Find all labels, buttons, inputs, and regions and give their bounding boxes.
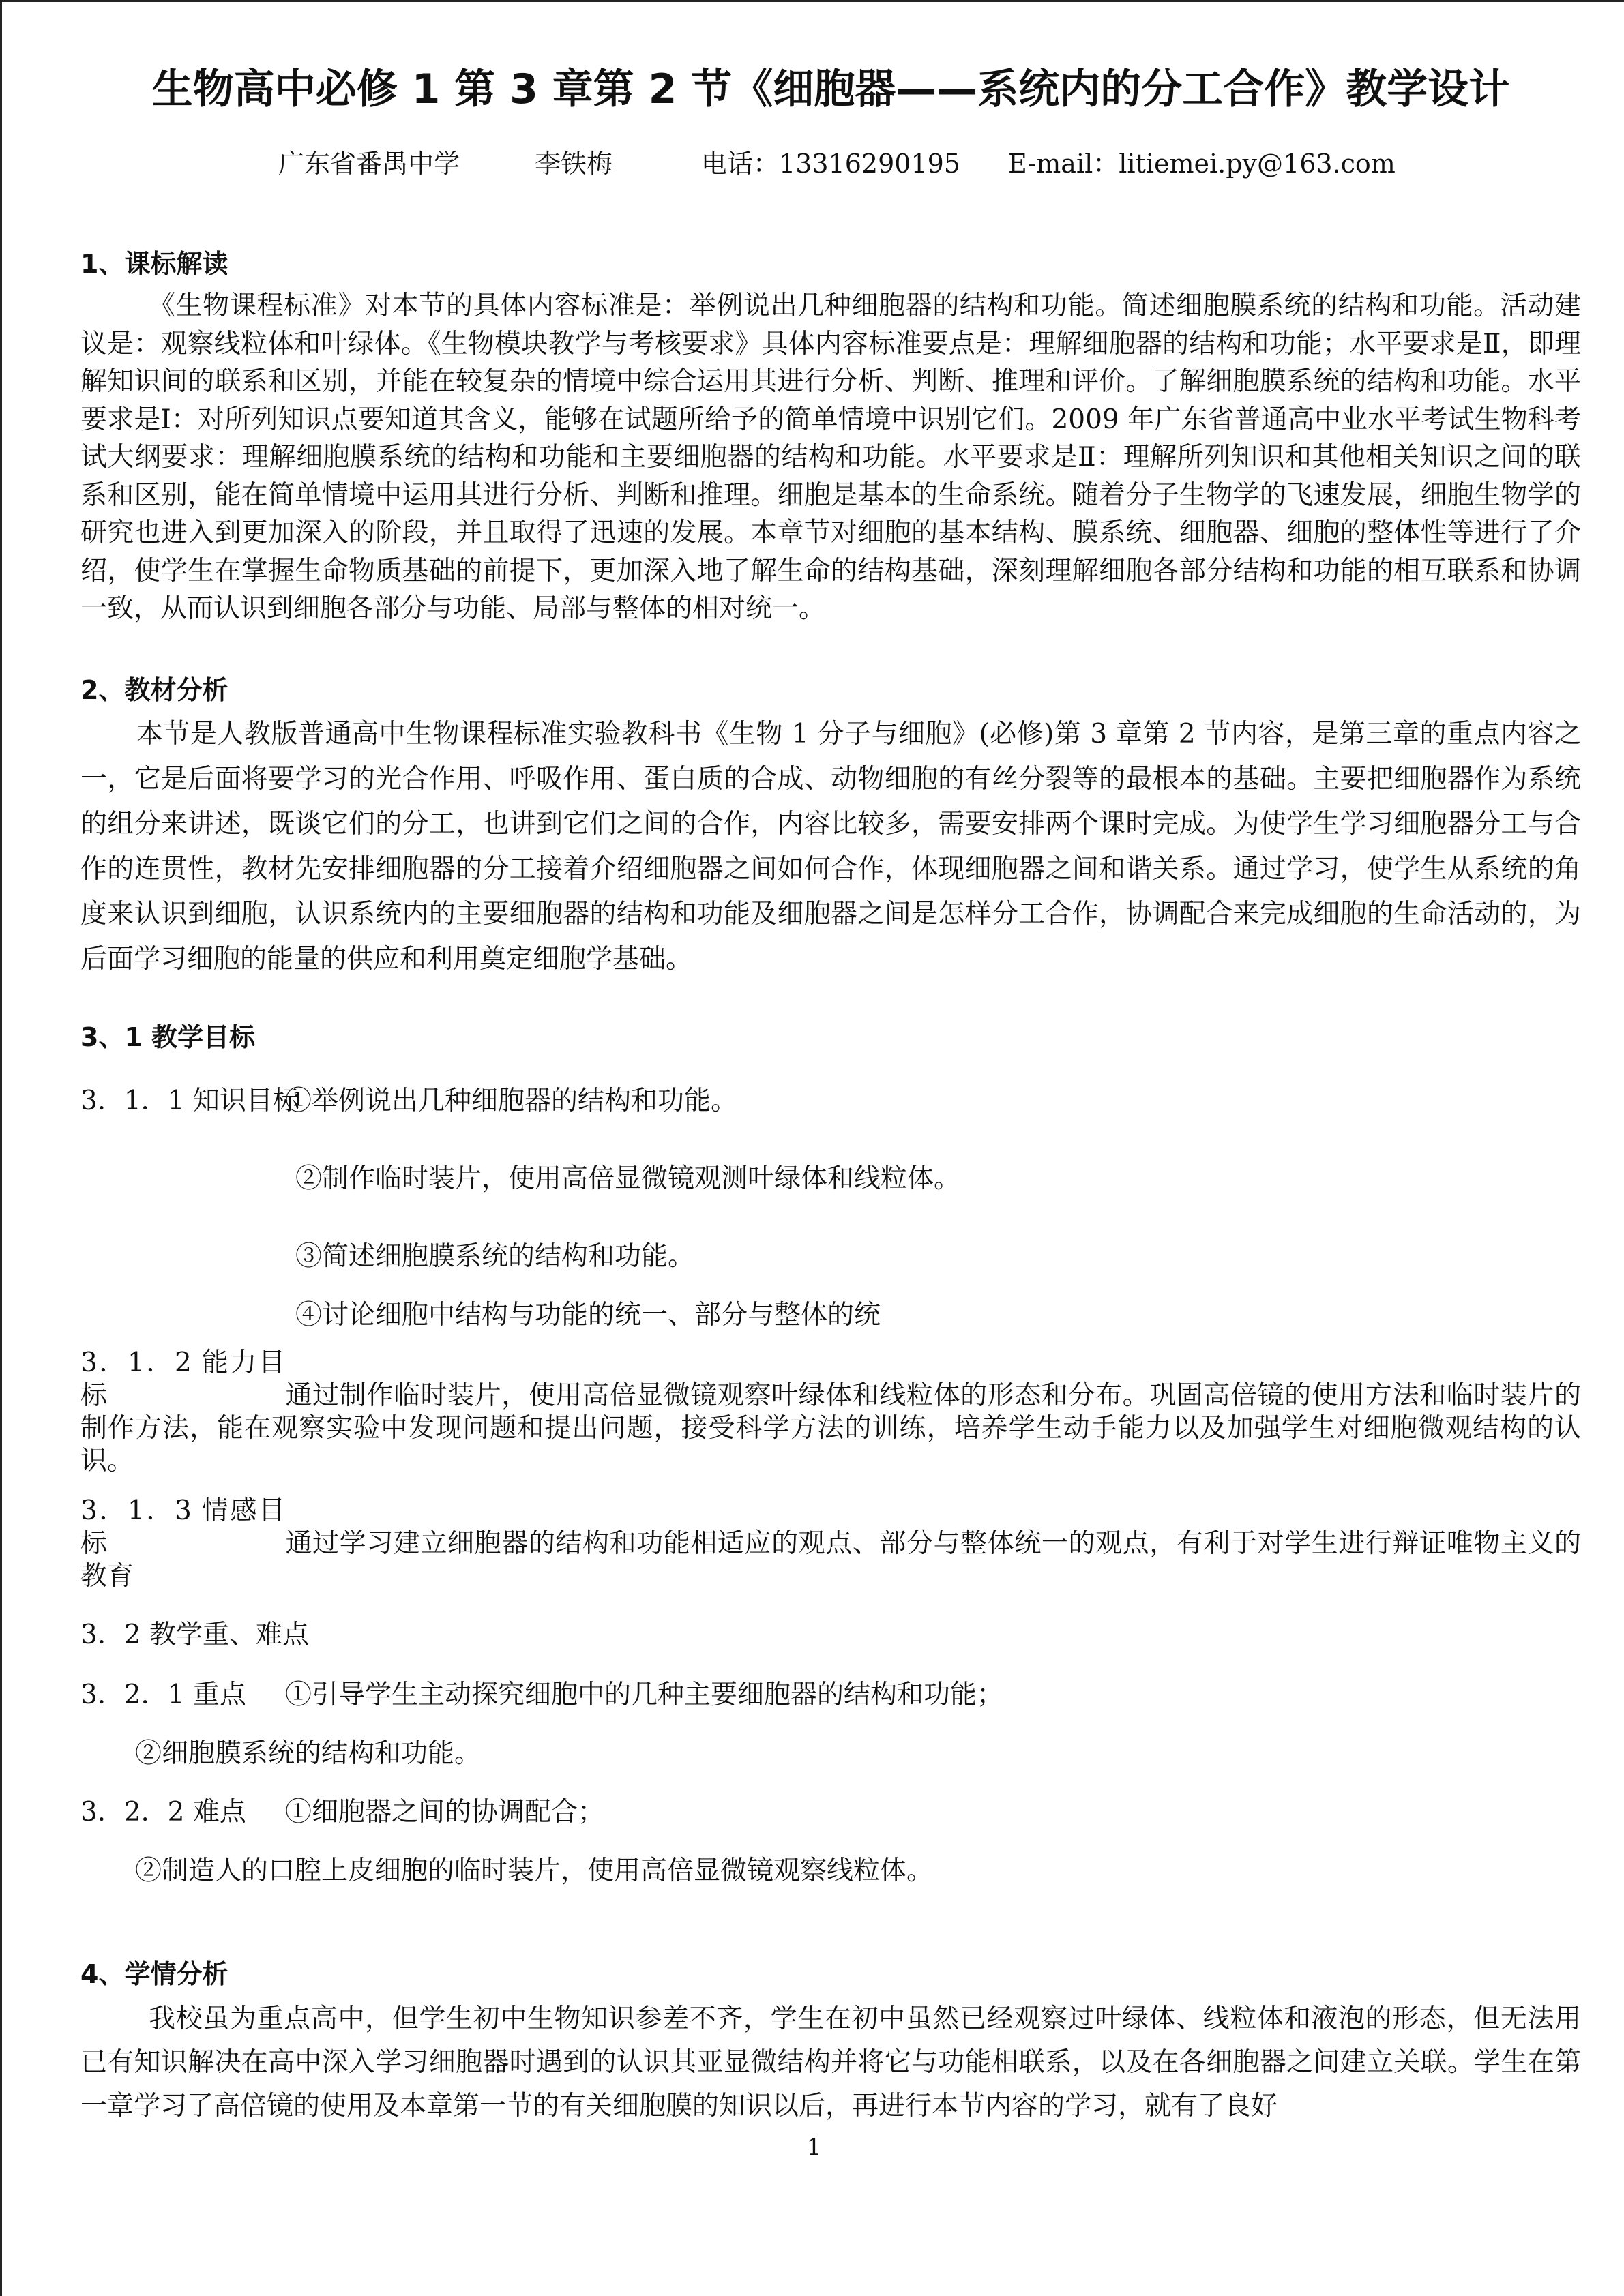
emotion-goal-paragraph (80, 1495, 1581, 1593)
ability-goal-label: 3．1．2 能力目标 (80, 1347, 285, 1411)
section-body-students: 我校虽为重点高中，但学生初中生物知识参差不齐，学生在初中虽然已经观察过叶绿体、线粒体和液泡的形态，但无法用已有知识解决在高中深入学习细胞器时遇到的认识其亚显微结构并将它与功能相联系，以及在各细胞器之间建立关联。学生在第一章学习了高倍镜的使用及本章第一节的有关细胞膜的知识以后，再进行本节内容的学习，就有了良好 (80, 2003, 1581, 2121)
difficulty-label: 3．2．2 难点 (80, 1796, 246, 1828)
section-heading-students: 4、学情分析 (80, 1958, 228, 1989)
page-number: 1 (806, 2134, 822, 2161)
author-name: 李铁梅 (535, 149, 613, 179)
emotion-goal-text: 通过学习建立细胞器的结构和功能相适应的观点、部分与整体统一的观点，有利于对学生进行辩证唯物主义的教育 (80, 1527, 1581, 1592)
knowledge-goal-item: ③简述细胞膜系统的结构和功能。 (295, 1240, 695, 1272)
focus-item: ②细胞膜系统的结构和功能。 (135, 1738, 482, 1769)
ability-goal-paragraph (80, 1347, 1581, 1478)
email-address: E-mail：litiemei.py@163.com (1007, 149, 1396, 179)
school-name: 广东省番禺中学 (278, 149, 460, 179)
ability-goal-text: 通过制作临时装片，使用高倍显微镜观察叶绿体和线粒体的形态和分布。巩固高倍镜的使用方法和临时装片的制作方法，能在观察实验中发现问题和提出问题，接受科学方法的训练，培养学生动手能力以及加强学生对细胞微观结构的认识。 (80, 1380, 1581, 1476)
page-content (80, 43, 1581, 2128)
section-heading-curriculum: 1、课标解读 (80, 249, 228, 279)
knowledge-goal-label: 3．1．1 知识目标 (80, 1085, 299, 1116)
key-difficult-heading: 3．2 教学重、难点 (80, 1619, 310, 1650)
section-heading-objectives: 3、1 教学目标 (80, 1022, 256, 1052)
knowledge-goal-item: ②制作临时装片，使用高倍显微镜观测叶绿体和线粒体。 (295, 1163, 961, 1194)
focus-row (80, 1673, 1581, 1712)
knowledge-goal-item: ④讨论细胞中结构与功能的统一、部分与整体的统 (295, 1299, 881, 1330)
focus-item: ①引导学生主动探究细胞中的几种主要细胞器的结构和功能； (285, 1679, 1004, 1710)
section-body-textbook: 本节是人教版普通高中生物课程标准实验教科书《生物 1 分子与细胞》(必修)第 3 章第 2 节内容，是第三章的重点内容之一，它是后面将要学习的光合作用、呼吸作用、蛋白质的合成、动物细胞的有丝分裂等的最根本的基础。主要把细胞器作为系统的组分来讲述，既谈它们的分工，也讲到它们之间的合作，内容比较多，需要安排两个课时完成。为使学生学习细胞器分工与合作的连贯性，教材先安排细胞器的分工接着介绍细胞器之间如何合作，体现细胞器之间和谐关系。通过学习，使学生从系统的角度来认识到细胞，认识系统内的主要细胞器的结构和功能及细胞器之间是怎样分工合作，协调配合来完成细胞的生命活动的，为后面学习细胞的能量的供应和利用奠定细胞学基础。 (80, 718, 1581, 974)
difficulty-item: ①细胞器之间的协调配合； (285, 1796, 605, 1828)
difficulty-row (80, 1791, 1581, 1829)
knowledge-goal-row (80, 1079, 1581, 1118)
emotion-goal-label: 3．1．3 情感目标 (80, 1495, 285, 1559)
focus-label: 3．2．1 重点 (80, 1679, 246, 1710)
section-heading-textbook: 2、教材分析 (80, 674, 228, 705)
knowledge-goal-item: ①举例说出几种细胞器的结构和功能。 (285, 1085, 738, 1116)
section-body-curriculum: 《生物课程标准》对本节的具体内容标准是：举例说出几种细胞器的结构和功能。简述细胞膜系统的结构和功能。活动建议是：观察线粒体和叶绿体。《生物模块教学与考核要求》具体内容标准要点是：理解细胞器的结构和功能；水平要求是Ⅱ，即理解知识间的联系和区别，并能在较复杂的情境中综合运用其进行分析、判断、推理和评价。了解细胞膜系统的结构和功能。水平要求是Ⅰ：对所列知识点要知道其含义，能够在试题所给予的简单情境中识别它们。2009 年广东省普通高中业水平考试生物科考试大纲要求：理解细胞膜系统的结构和功能和主要细胞器的结构和功能。水平要求是Ⅱ：理解所列知识和其他相关知识之间的联系和区别，能在简单情境中运用其进行分析、判断和推理。细胞是基本的生命系统。随着分子生物学的飞速发展，细胞生物学的研究也进入到更加深入的阶段，并且取得了迅速的发展。本章节对细胞的基本结构、膜系统、细胞器、细胞的整体性等进行了介绍，使学生在掌握生命物质基础的前提下，更加深入地了解生命的结构基础，深刻理解细胞各部分结构和功能的相互联系和协调一致，从而认识到细胞各部分与功能、局部与整体的相对统一。 (80, 290, 1581, 624)
author-line (80, 143, 1581, 180)
difficulty-item: ②制造人的口腔上皮细胞的临时装片，使用高倍显微镜观察线粒体。 (135, 1855, 934, 1886)
phone-number: 电话：13316290195 (701, 149, 960, 179)
document-title: 生物高中必修 1 第 3 章第 2 节《细胞器——系统内的分工合作》教学设计 (151, 65, 1510, 113)
